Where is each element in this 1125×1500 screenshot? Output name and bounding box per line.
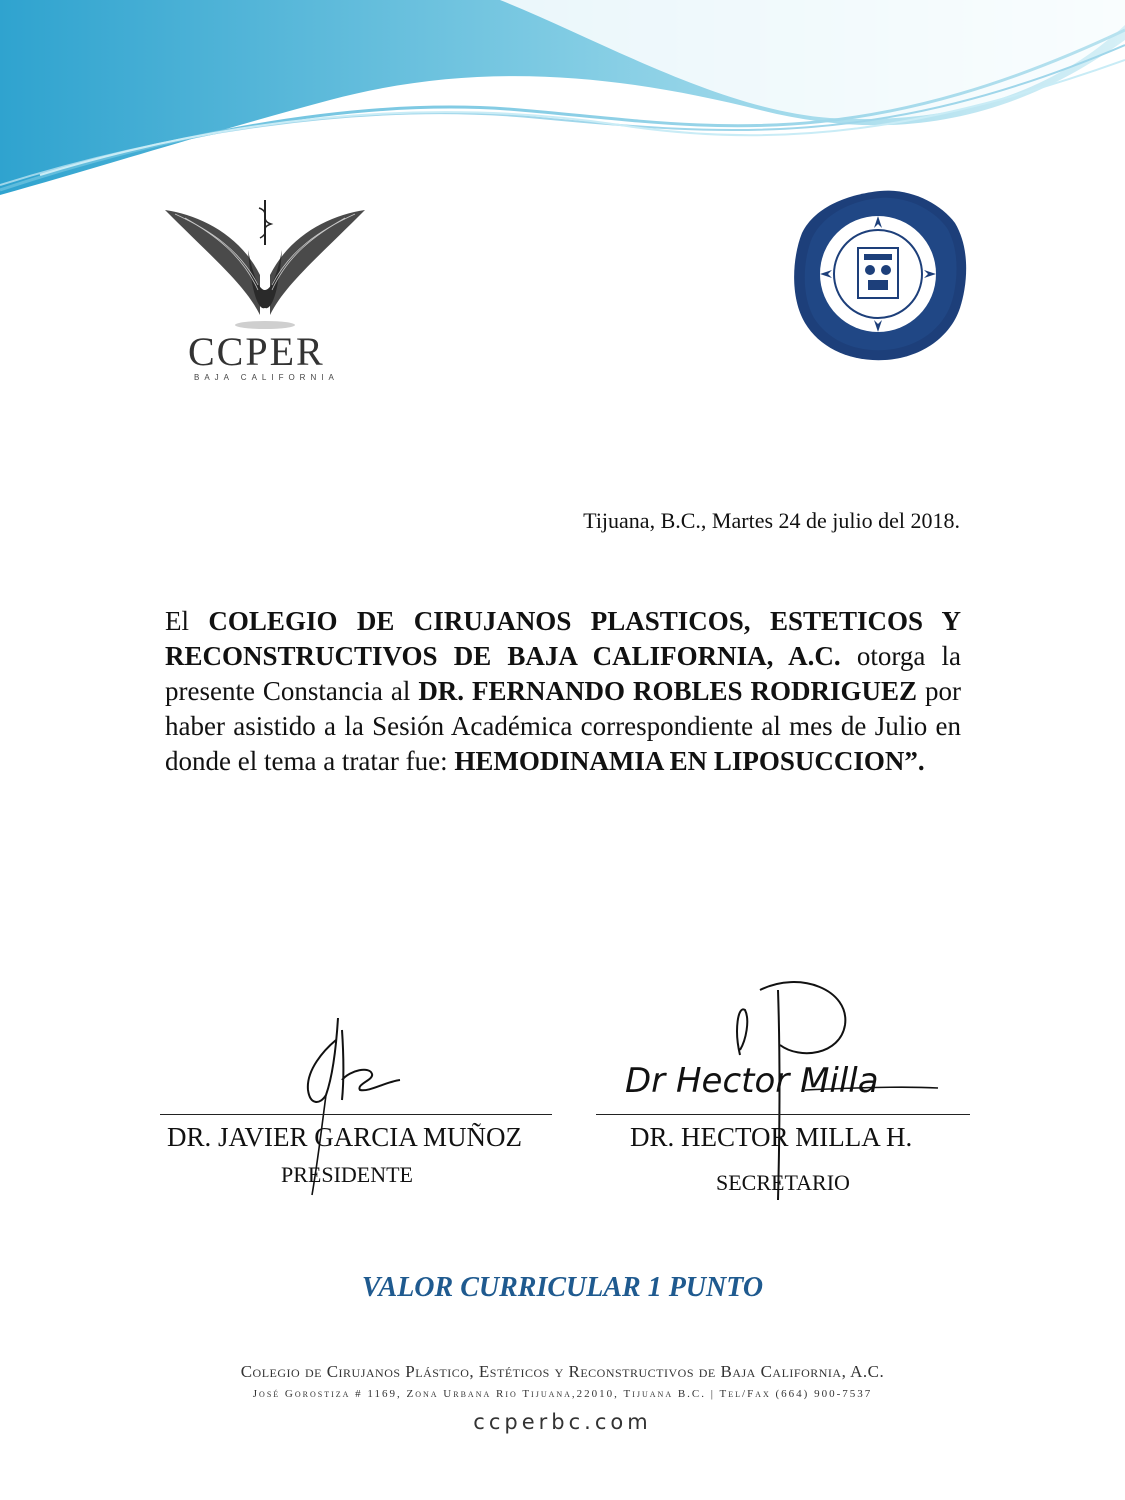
ccper-logo-name: CCPER — [188, 329, 325, 374]
footer-website-link[interactable]: ccperbc.com — [473, 1410, 652, 1434]
recipient-name: DR. FERNANDO ROBLES RODRIGUEZ — [418, 676, 918, 706]
ccper-logo-subtitle: BAJA CALIFORNIA — [194, 373, 339, 382]
constancia-body — [165, 604, 961, 779]
session-topic: HEMODINAMIA EN LIPOSUCCION”. — [454, 746, 925, 776]
president-role: PRESIDENTE — [281, 1162, 413, 1187]
president-signature-line — [160, 1114, 552, 1115]
organization-name: COLEGIO DE CIRUJANOS PLASTICOS, ESTETICOS Y RECONSTRUCTIVOS DE BAJA CALIFORNIA, A.C. — [165, 606, 961, 671]
president-name: DR. JAVIER GARCIA MUÑOZ — [167, 1122, 523, 1152]
body-middle: otorga la presente Constancia al — [165, 641, 962, 706]
body-after: por haber asistido a la Sesión Académica correspondiente al mes de Julio en donde el tema a tratar fue: — [165, 676, 961, 776]
footer-address: José Gorostiza # 1169, Zona Urbana Rio Tijuana,22010, Tijuana B.C. | Tel/Fax (664) 900-7537 — [252, 1388, 873, 1400]
body-intro: El — [165, 606, 209, 636]
secretary-signature-line — [596, 1114, 970, 1115]
council-seal-icon — [790, 188, 970, 363]
header-wave — [0, 0, 1125, 200]
document-date: Tijuana, B.C., Martes 24 de julio del 2018. — [583, 508, 960, 533]
footer-organization: Colegio de Cirujanos Plástico, Estéticos y Reconstructivos de Baja California, A.C. — [240, 1362, 885, 1381]
secretary-name: DR. HECTOR MILLA H. — [630, 1122, 913, 1152]
secretary-signature — [620, 970, 940, 1200]
valor-curricular: VALOR CURRICULAR 1 PUNTO — [361, 1272, 764, 1303]
secretary-signature-handwriting: Dr Hector Milla — [625, 1061, 879, 1101]
secretary-role: SECRETARIO — [716, 1170, 850, 1195]
